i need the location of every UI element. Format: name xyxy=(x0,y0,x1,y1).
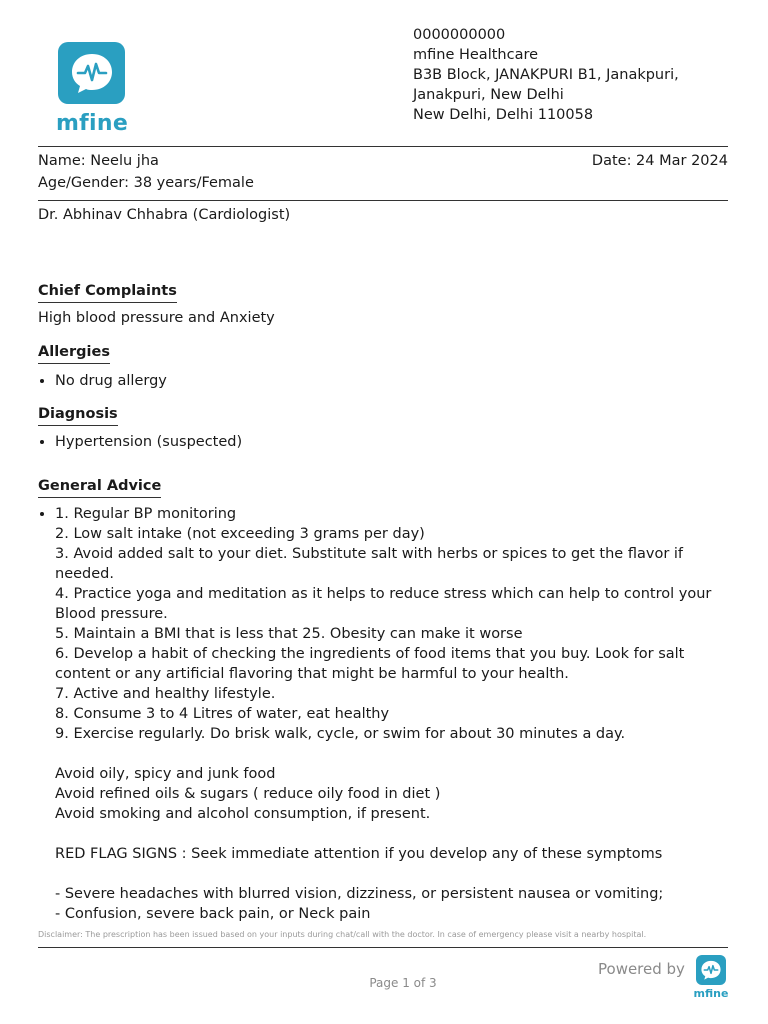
clinic-address-line2: Janakpuri, New Delhi xyxy=(413,87,564,103)
advice-spacer xyxy=(55,824,715,844)
powered-by-label: Powered by xyxy=(598,960,685,978)
clinic-name: mfine Healthcare xyxy=(413,47,539,63)
advice-line: Blood pressure. xyxy=(55,606,168,622)
advice-line: 7. Active and healthy lifestyle. xyxy=(55,686,276,702)
advice-line: 2. Low salt intake (not exceeding 3 grams per day) xyxy=(55,526,425,542)
advice-spacer xyxy=(55,744,715,764)
patient-age-gender: Age/Gender: 38 years/Female xyxy=(38,175,254,191)
mfine-logo xyxy=(58,42,125,104)
advice-line: - Severe headaches with blurred vision, dizziness, or persistent nausea or vomiting; xyxy=(55,886,664,902)
general-advice-item xyxy=(55,504,715,924)
disclaimer: Disclaimer: The prescription has been issued based on your inputs during chat/call with the doctor. In case of emergency please visit a nearby hospital. xyxy=(38,930,647,939)
advice-line: Avoid refined oils & sugars ( reduce oily food in diet ) xyxy=(55,786,441,802)
footer-brand-name: mfine xyxy=(693,987,729,1000)
clinic-address-line3: New Delhi, Delhi 110058 xyxy=(413,107,594,123)
doctor-name: Dr. Abhinav Chhabra (Cardiologist) xyxy=(38,207,291,223)
advice-line: 6. Develop a habit of checking the ingredients of food items that you buy. Look for salt xyxy=(55,646,685,662)
chief-complaints-heading: Chief Complaints xyxy=(38,283,177,303)
footer-divider xyxy=(38,947,728,948)
advice-line: Avoid smoking and alcohol consumption, if present. xyxy=(55,806,431,822)
allergy-item: • No drug allergy xyxy=(55,371,167,391)
general-advice-list xyxy=(38,504,715,924)
page-number: Page 1 of 3 xyxy=(369,976,437,990)
patient-name: Name: Neelu jha xyxy=(38,153,159,169)
advice-line: 4. Practice yoga and meditation as it helps to reduce stress which can help to control your xyxy=(55,586,712,602)
diagnosis-heading: Diagnosis xyxy=(38,406,118,426)
chat-bubble-heartbeat-icon xyxy=(67,50,117,96)
advice-line: content or any artificial flavoring that might be harmful to your health. xyxy=(55,666,569,682)
chief-complaints-text: High blood pressure and Anxiety xyxy=(38,310,275,326)
header-divider xyxy=(38,146,728,147)
patient-divider xyxy=(38,200,728,201)
diagnosis-list xyxy=(38,432,242,452)
clinic-info xyxy=(413,25,679,125)
advice-line: 8. Consume 3 to 4 Litres of water, eat healthy xyxy=(55,706,390,722)
clinic-address-line1: B3B Block, JANAKPURI B1, Janakpuri, xyxy=(413,67,679,83)
diagnosis-item: • Hypertension (suspected) xyxy=(55,432,242,452)
clinic-phone: 0000000000 xyxy=(413,27,506,43)
general-advice-lines xyxy=(55,504,715,924)
allergies-heading: Allergies xyxy=(38,344,110,364)
advice-line: - Confusion, severe back pain, or Neck pain xyxy=(55,906,371,922)
advice-line: 9. Exercise regularly. Do brisk walk, cycle, or swim for about 30 minutes a day. xyxy=(55,726,626,742)
allergies-list xyxy=(38,371,167,391)
advice-line: • 1. Regular BP monitoring xyxy=(55,506,237,522)
brand-name: mfine xyxy=(55,111,129,136)
general-advice-heading: General Advice xyxy=(38,478,161,498)
advice-line: 5. Maintain a BMI that is less that 25. Obesity can make it worse xyxy=(55,626,523,642)
advice-line: Avoid oily, spicy and junk food xyxy=(55,766,276,782)
advice-line: needed. xyxy=(55,566,114,582)
advice-line: 3. Avoid added salt to your diet. Substitute salt with herbs or spices to get the flavor if xyxy=(55,546,684,562)
advice-line: RED FLAG SIGNS : Seek immediate attention if you develop any of these symptoms xyxy=(55,846,663,862)
prescription-date: Date: 24 Mar 2024 xyxy=(591,153,728,169)
advice-spacer xyxy=(55,864,715,884)
